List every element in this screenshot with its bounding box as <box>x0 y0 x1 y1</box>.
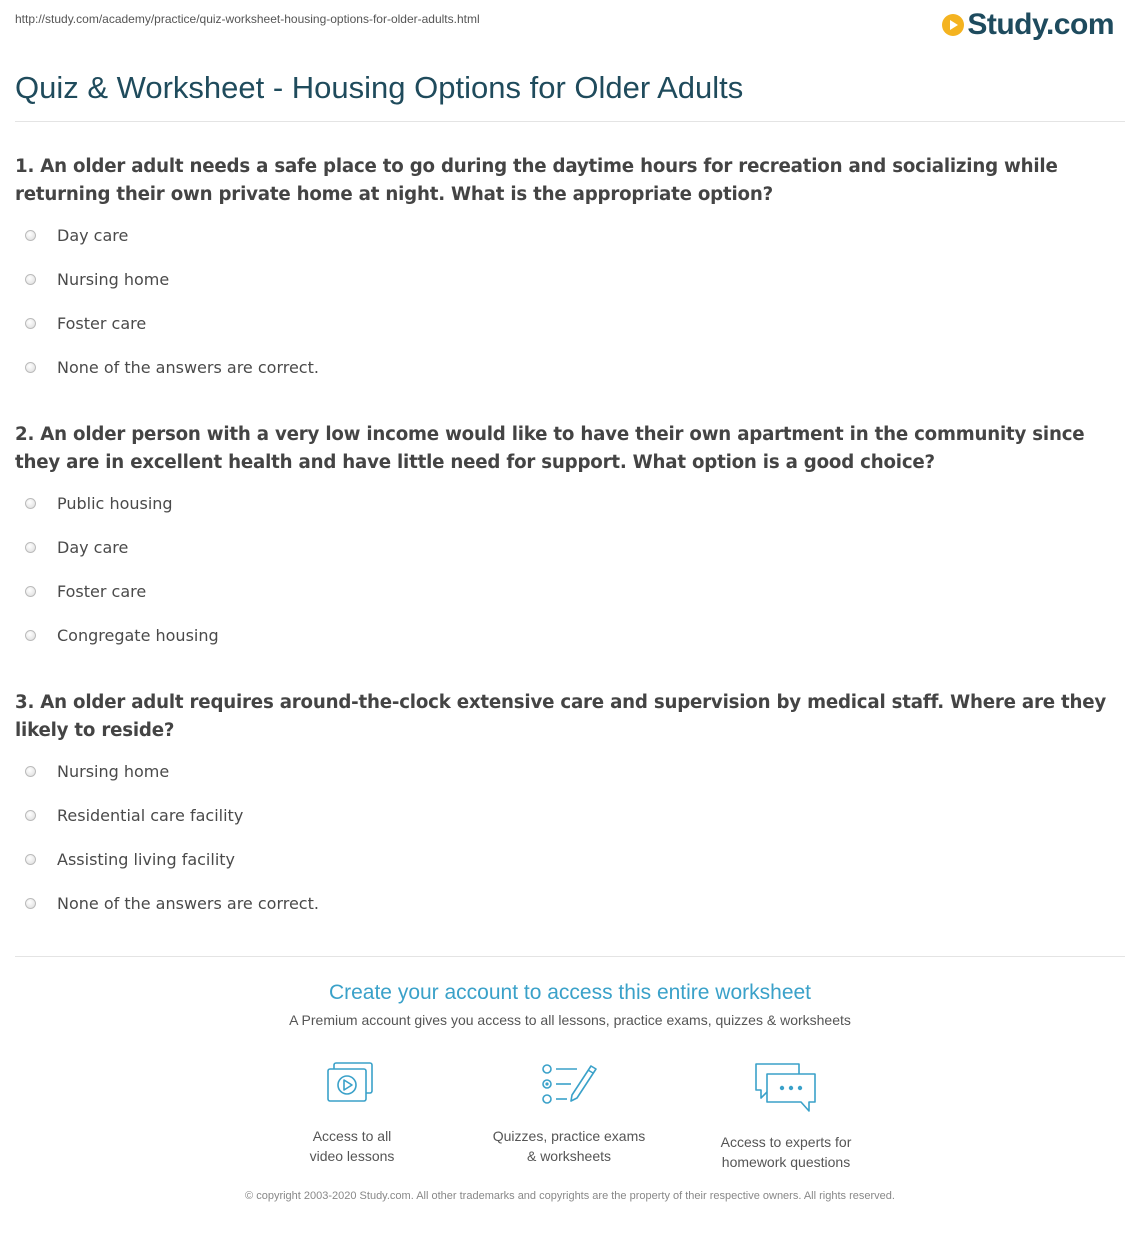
question-text: 2. An older person with a very low income would like to have their own apartment in the community since they are in excellent health and have little need for support. What option is a good choice? <box>15 424 1085 473</box>
play-circle-icon <box>942 14 964 36</box>
radio-button[interactable] <box>25 898 36 909</box>
logo-text: Study.com <box>967 8 1114 41</box>
answer-option[interactable] <box>15 626 1130 670</box>
answer-list <box>15 494 1130 670</box>
feature-label-line: homework questions <box>721 1154 851 1170</box>
answer-label: Residential care facility <box>57 806 244 825</box>
answer-label: Public housing <box>57 494 173 513</box>
answer-option[interactable] <box>15 226 1130 270</box>
answer-option[interactable] <box>15 314 1130 358</box>
answer-option[interactable] <box>15 762 1130 806</box>
question-2 <box>15 421 1130 670</box>
question-text: 1. An older adult needs a safe place to go during the daytime hours for recreation and socializing while returning their own private home at night. What is the appropriate option? <box>15 156 1058 205</box>
answer-label: Assisting living facility <box>57 850 235 869</box>
answer-option[interactable] <box>15 270 1130 314</box>
divider <box>15 121 1125 122</box>
answer-label: Foster care <box>57 314 147 333</box>
page-url[interactable]: http://study.com/academy/practice/quiz-worksheet-housing-options-for-older-adults.html <box>15 12 480 26</box>
quiz-checklist-icon <box>539 1060 599 1108</box>
answer-label: Day care <box>57 538 129 557</box>
answer-option[interactable] <box>15 806 1130 850</box>
answer-label: Nursing home <box>57 762 170 781</box>
radio-button[interactable] <box>25 810 36 821</box>
answer-option[interactable] <box>15 850 1130 894</box>
divider <box>15 956 1125 957</box>
copyright-footer: © copyright 2003-2020 Study.com. All other trademarks and copyrights are the property of their respective owners. All rights reserved. <box>245 1190 895 1202</box>
answer-label: None of the answers are correct. <box>57 894 319 913</box>
question-3 <box>15 689 1130 938</box>
feature-label-line: & worksheets <box>526 1148 612 1164</box>
radio-button[interactable] <box>25 230 36 241</box>
answer-label: Day care <box>57 226 129 245</box>
page-title: Quiz & Worksheet - Housing Options for Older Adults <box>15 70 744 105</box>
video-lessons-icon <box>324 1060 380 1108</box>
cta-subtitle: A Premium account gives you access to all lessons, practice exams, quizzes & worksheets <box>289 1012 851 1028</box>
signup-cta <box>0 980 1140 1028</box>
feature-quizzes <box>474 1060 664 1166</box>
top-bar <box>0 0 1140 48</box>
feature-label-line: video lessons <box>309 1148 395 1164</box>
study-logo[interactable] <box>942 8 1114 42</box>
radio-button[interactable] <box>25 542 36 553</box>
answer-option[interactable] <box>15 358 1130 402</box>
feature-label-line: Access to all <box>312 1128 392 1144</box>
answer-label: Congregate housing <box>57 626 219 645</box>
radio-button[interactable] <box>25 318 36 329</box>
answer-option[interactable] <box>15 582 1130 626</box>
chat-bubbles-icon <box>753 1060 819 1114</box>
radio-button[interactable] <box>25 586 36 597</box>
feature-label-line: Quizzes, practice exams <box>492 1128 646 1144</box>
radio-button[interactable] <box>25 630 36 641</box>
radio-button[interactable] <box>25 766 36 777</box>
question-text: 3. An older adult requires around-the-clock extensive care and supervision by medical staff. Where are they likely to reside? <box>15 692 1107 741</box>
question-1 <box>15 153 1130 402</box>
radio-button[interactable] <box>25 854 36 865</box>
answer-label: Nursing home <box>57 270 170 289</box>
cta-link[interactable]: Create your account to access this entire worksheet <box>328 981 812 1004</box>
radio-button[interactable] <box>25 498 36 509</box>
answer-option[interactable] <box>15 494 1130 538</box>
feature-video-lessons <box>257 1060 447 1166</box>
feature-experts <box>691 1060 881 1172</box>
answer-option[interactable] <box>15 538 1130 582</box>
radio-button[interactable] <box>25 362 36 373</box>
feature-label-line: Access to experts for <box>720 1134 852 1150</box>
answer-option[interactable] <box>15 894 1130 938</box>
answer-list <box>15 762 1130 938</box>
answer-list <box>15 226 1130 402</box>
answer-label: None of the answers are correct. <box>57 358 319 377</box>
radio-button[interactable] <box>25 274 36 285</box>
answer-label: Foster care <box>57 582 147 601</box>
